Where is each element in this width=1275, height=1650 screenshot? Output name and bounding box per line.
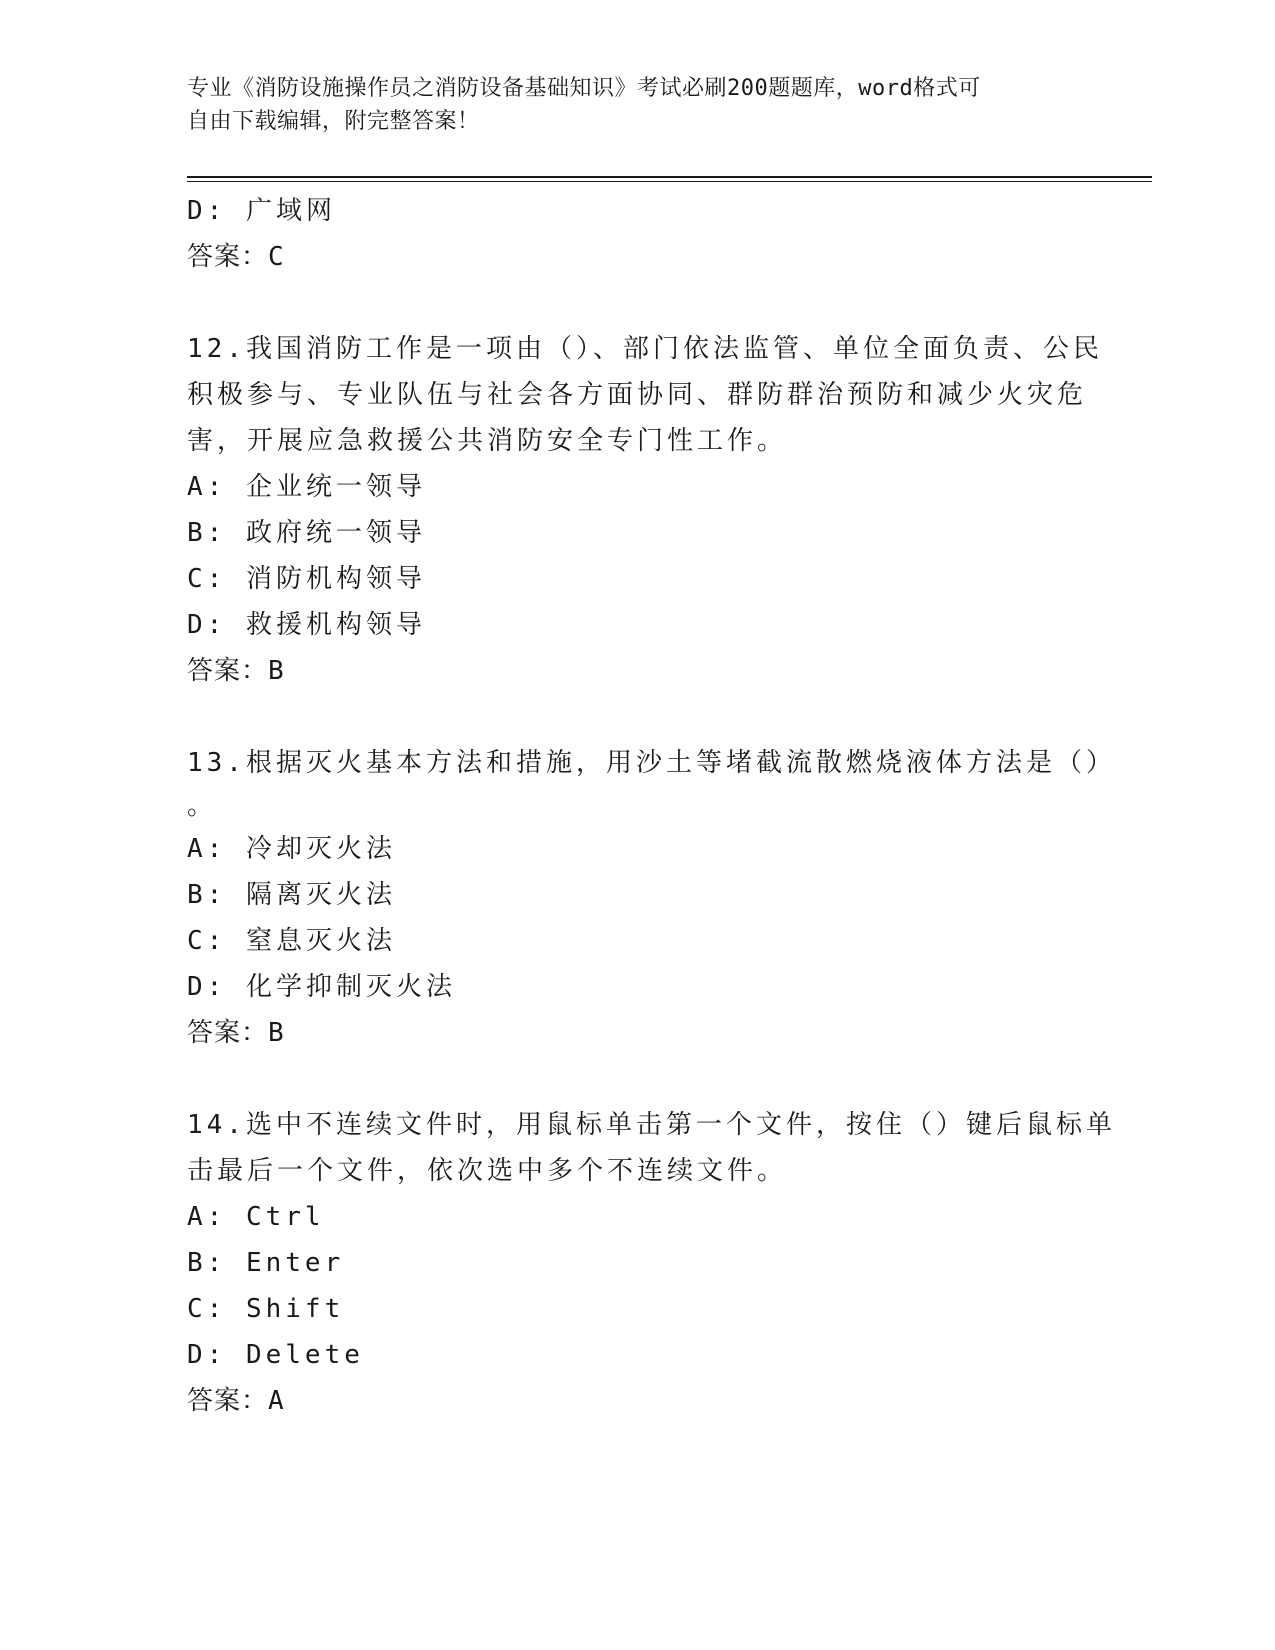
question-text-line: 13.根据灭火基本方法和措施，用沙土等堵截流散燃烧液体方法是（） — [187, 748, 1116, 778]
option-a: A: 企业统一领导 — [187, 472, 426, 502]
document-header — [187, 72, 1087, 138]
header-line-2: 自由下载编辑，附完整答案！ — [187, 109, 480, 134]
option-d: D: 救援机构领导 — [187, 610, 426, 640]
option-c: C: 窒息灭火法 — [187, 926, 396, 956]
option-a: A: 冷却灭火法 — [187, 834, 396, 864]
question-content — [187, 188, 1116, 1424]
question-13 — [187, 740, 1116, 1056]
option-d: D: Delete — [187, 1340, 364, 1370]
answer-line: 答案：B — [187, 656, 285, 686]
option-c: C: 消防机构领导 — [187, 564, 426, 594]
option-b: B: 政府统一领导 — [187, 518, 426, 548]
question-text-line: 害，开展应急救援公共消防安全专门性工作。 — [187, 426, 788, 456]
option-d: D: 化学抑制灭火法 — [187, 972, 456, 1002]
question-text-line: 14.选中不连续文件时，用鼠标单击第一个文件，按住（）键后鼠标单 — [187, 1110, 1116, 1140]
previous-question-tail — [187, 188, 1087, 280]
question-text-line: 击最后一个文件，依次选中多个不连续文件。 — [187, 1156, 788, 1186]
answer-line: 答案：B — [187, 1018, 285, 1048]
option-b: B: 隔离灭火法 — [187, 880, 396, 910]
answer-line: 答案：A — [187, 1386, 285, 1416]
option-d: D: 广域网 — [187, 196, 336, 226]
header-divider-thick — [187, 176, 1152, 178]
question-text-line: 积极参与、专业队伍与社会各方面协同、群防群治预防和减少火灾危 — [187, 380, 1088, 410]
option-c: C: Shift — [187, 1294, 345, 1324]
spacer — [187, 694, 1087, 740]
header-divider-thin — [187, 181, 1152, 182]
header-line-1: 专业《消防设施操作员之消防设备基础知识》考试必刷200题题库，word格式可 — [187, 76, 981, 101]
question-14 — [187, 1102, 1116, 1424]
spacer — [187, 1056, 1087, 1102]
spacer — [187, 280, 1087, 326]
answer-line: 答案：C — [187, 242, 285, 272]
question-12 — [187, 326, 1103, 694]
question-text-line: 。 — [187, 791, 218, 821]
question-text-line: 12.我国消防工作是一项由（）、部门依法监管、单位全面负责、公民 — [187, 334, 1103, 364]
option-a: A: Ctrl — [187, 1202, 325, 1232]
option-b: B: Enter — [187, 1248, 345, 1278]
